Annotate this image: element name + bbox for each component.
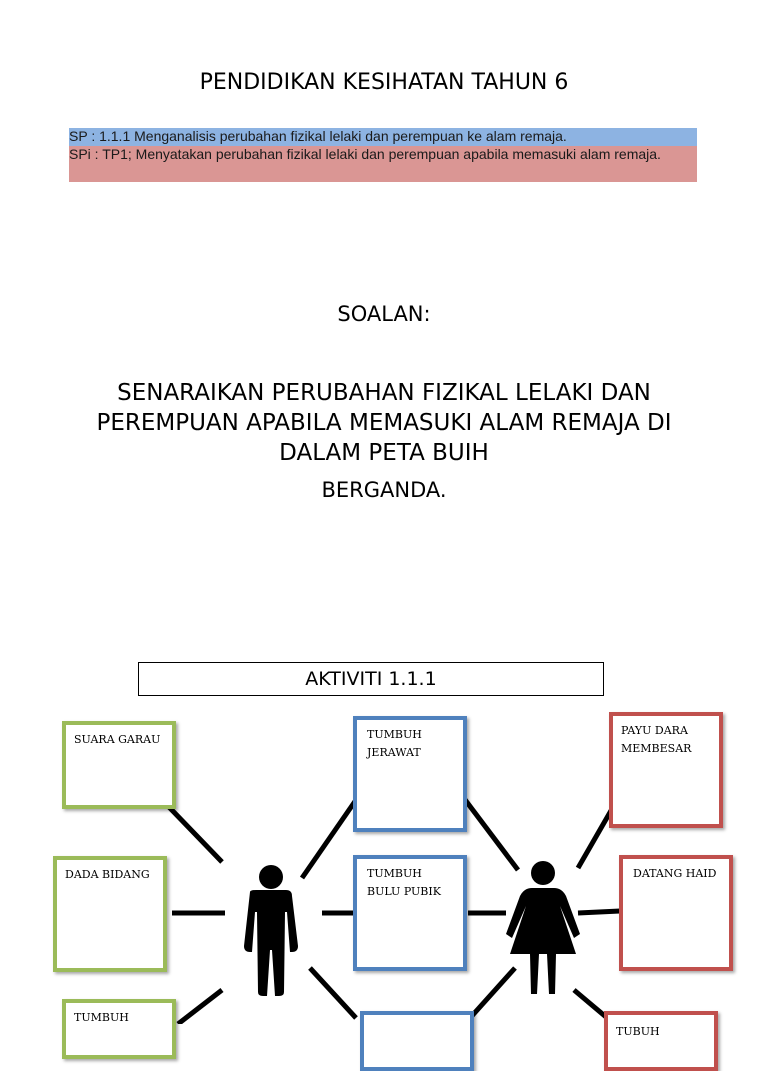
sp-standard: SP : 1.1.1 Menganalisis perubahan fizikal lelaki dan perempuan ke alam remaja. — [69, 128, 697, 146]
male-bubble-1: SUARA GARAU — [62, 721, 176, 809]
shared-bubble-2: TUMBUH BULU PUBIK — [353, 855, 467, 971]
question-text: SENARAIKAN PERUBAHAN FIZIKAL LELAKI DAN PEREMPUAN APABILA MEMASUKI ALAM REMAJA DI DALAM PETA BUIH — [96, 380, 672, 466]
page-title: PENDIDIKAN KESIHATAN TAHUN 6 — [199, 70, 569, 95]
spi-standard: SPi : TP1; Menyatakan perubahan fizikal lelaki dan perempuan apabila memasuki alam remaja. — [69, 146, 697, 182]
shared-bubble-1: TUMBUH JERAWAT — [353, 716, 467, 832]
question-label: SOALAN: — [337, 302, 431, 326]
female-bubble-3: TUBUH — [604, 1011, 718, 1071]
female-bubble-1: PAYU DARA MEMBESAR — [609, 712, 723, 828]
male-bubble-2: DADA BIDANG — [53, 856, 167, 972]
male-figure-icon — [244, 865, 298, 996]
question-text-continued: BERGANDA. — [321, 478, 447, 502]
activity-title: AKTIVITI 1.1.1 — [138, 662, 604, 696]
female-bubble-2: DATANG HAID — [619, 855, 733, 971]
female-figure-icon — [506, 861, 580, 994]
shared-bubble-3 — [360, 1011, 474, 1071]
male-bubble-3: TUMBUH — [62, 999, 176, 1059]
